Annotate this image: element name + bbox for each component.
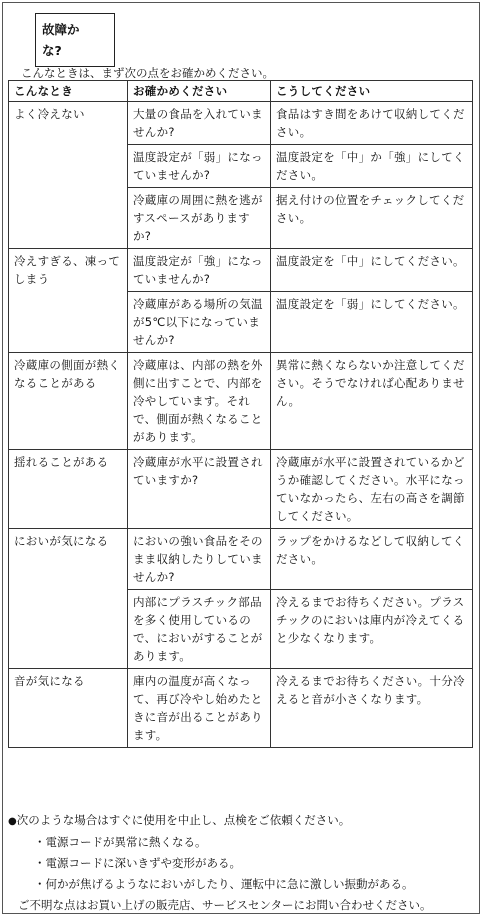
table-row: [9, 102, 473, 145]
title-line-2: な?: [42, 43, 62, 58]
check-cell: 冷蔵庫は、内部の熱を外側に出すことで、内部を冷やしています。それで、側面が熱くなることがあります。: [128, 353, 271, 450]
action-cell: 食品はすき間をあけて収納してください。: [271, 102, 473, 145]
table-row: [9, 353, 473, 450]
intro-text: こんなときは、まず次の点をお確かめください。: [21, 66, 274, 80]
safety-notes: [8, 810, 478, 916]
check-cell: 冷蔵庫が水平に設置されていますか?: [128, 450, 271, 529]
situation-cell: 冷蔵庫の側面が熱くなることがある: [9, 353, 128, 450]
situation-cell: よく冷えない: [9, 102, 128, 249]
situation-cell: においが気になる: [9, 529, 128, 669]
notes-item: ・電源コードが異常に熱くなる。: [34, 835, 207, 849]
check-cell: 内部にプラスチック部品を多く使用しているので、においがすることがあります。: [128, 590, 271, 669]
header-check: お確かめください: [128, 81, 271, 102]
title-line-1: 故障か: [42, 22, 80, 37]
check-cell: 冷蔵庫の周囲に熱を逃がすスペースがありますか?: [128, 188, 271, 249]
check-cell: 庫内の温度が高くなって、再び冷やし始めたときに音が出ることがあります。: [128, 669, 271, 748]
action-cell: ラップをかけるなどして収納してください。: [271, 529, 473, 590]
notes-lead: [8, 810, 478, 832]
troubleshooting-table: [8, 80, 473, 748]
notes-item: ・電源コードに深いきずや変形がある。: [34, 856, 241, 870]
check-cell: 冷蔵庫がある場所の気温が5℃以下になっていませんか?: [128, 292, 271, 353]
action-cell: 異常に熱くならないか注意してください。そうでなければ心配ありません。: [271, 353, 473, 450]
situation-cell: 冷えすぎる、凍ってしまう: [9, 249, 128, 353]
action-cell: 温度設定を「中」にしてください。: [271, 249, 473, 292]
action-cell: 温度設定を「中」か「強」にしてください。: [271, 145, 473, 188]
table-header-row: [9, 81, 473, 102]
action-cell: 冷えるまでお待ちください。プラスチックのにおいは庫内が冷えてくると少なくなります。: [271, 590, 473, 669]
table-row: [9, 669, 473, 748]
check-cell: 大量の食品を入れていませんか?: [128, 102, 271, 145]
header-action: こうしてください: [271, 81, 473, 102]
check-cell: 温度設定が「強」になっていませんか?: [128, 249, 271, 292]
notes-item: ・何かが焦げるようなにおいがしたり、運転中に急に激しい振動がある。: [34, 877, 414, 891]
action-cell: 据え付けの位置をチェックしてください。: [271, 188, 473, 249]
situation-cell: 音が気になる: [9, 669, 128, 748]
header-situation: こんなとき: [9, 81, 128, 102]
check-cell: においの強い食品をそのまま収納したりしていませんか?: [128, 529, 271, 590]
situation-cell: 揺れることがある: [9, 450, 128, 529]
table-row: [9, 450, 473, 529]
table-row: [9, 529, 473, 590]
contact-note: ご不明な点はお買い上げの販売店、サービスセンターにお問い合わせください。: [18, 898, 432, 912]
table-row: [9, 249, 473, 292]
action-cell: 冷蔵庫が水平に設置されているかどうか確認してください。水平になっていなかったら、左右の高さを調節してください。: [271, 450, 473, 529]
action-cell: 冷えるまでお待ちください。十分冷えると音が小さくなります。: [271, 669, 473, 748]
check-cell: 温度設定が「弱」になっていませんか?: [128, 145, 271, 188]
bullet-icon: ●: [8, 816, 17, 827]
page-title: [35, 13, 115, 67]
action-cell: 温度設定を「弱」にしてください。: [271, 292, 473, 353]
notes-lead-text: 次のような場合はすぐに使用を中止し、点検をご依頼ください。: [16, 813, 351, 827]
